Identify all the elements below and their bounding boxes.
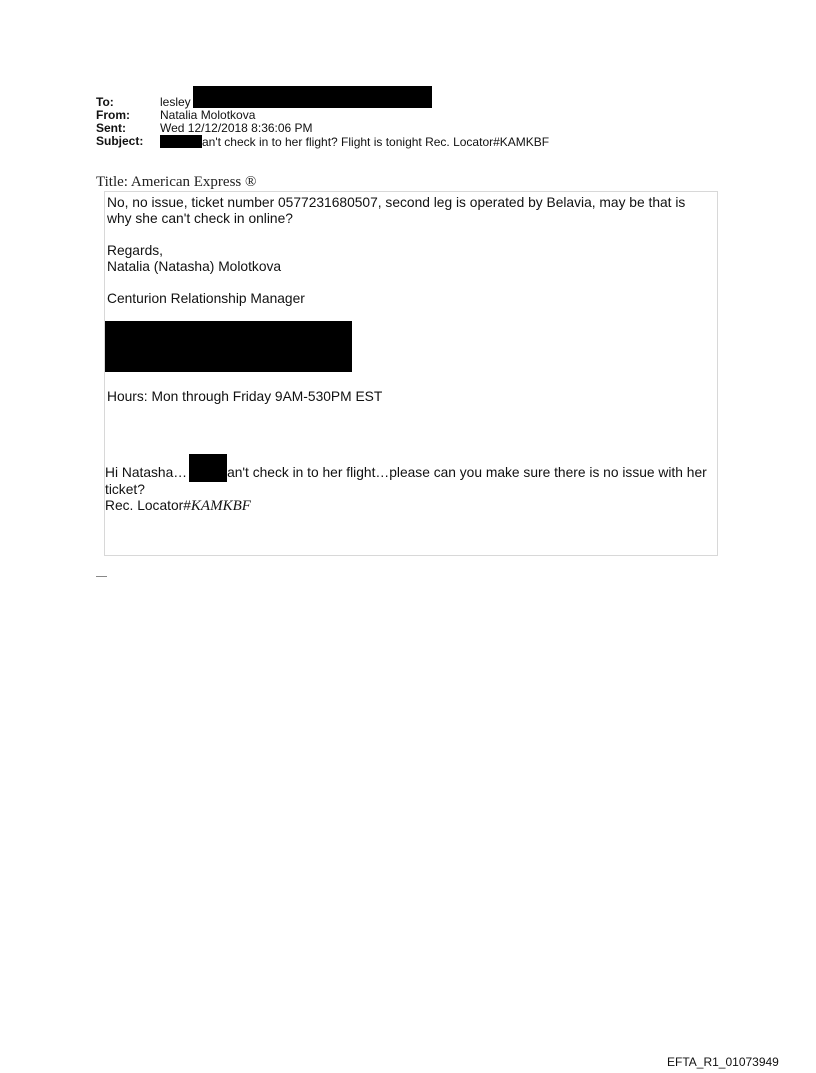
sent-row [96, 122, 549, 135]
reply-body: an't check in to her flight…please can you make sure there is no issue with her ticket? [105, 465, 707, 497]
sender-role: Centurion Relationship Manager [107, 291, 305, 306]
redaction-to [193, 86, 432, 108]
subject-row [96, 135, 549, 149]
subject-value [160, 135, 549, 149]
locator-label: Rec. Locator# [105, 498, 191, 513]
page-mark [96, 570, 107, 577]
to-address: lesley [160, 95, 191, 109]
reply-greeting: Hi Natasha… [105, 465, 188, 480]
office-hours: Hours: Mon through Friday 9AM-530PM EST [107, 389, 383, 404]
document-id: EFTA_R1_01073949 [667, 1055, 779, 1069]
redaction-signature [105, 321, 352, 372]
to-label: To: [96, 95, 114, 109]
subject-text: an't check in to her flight? Flight is tonight Rec. Locator#KAMKBF [202, 135, 550, 149]
message-body [107, 195, 707, 307]
from-value: Natalia Molotkova [160, 108, 256, 122]
sent-value: Wed 12/12/2018 8:36:06 PM [160, 121, 313, 135]
locator-value: KAMKBF [190, 498, 251, 514]
reply-locator [105, 498, 709, 514]
sender-name: Natalia (Natasha) Molotkova [107, 259, 282, 274]
redaction-subject [160, 135, 202, 148]
sent-label: Sent: [96, 121, 126, 135]
subject-label: Subject: [96, 134, 144, 148]
document-title: Title: American Express ® [96, 174, 257, 190]
quoted-reply [105, 454, 709, 514]
reply-text [105, 454, 709, 498]
redaction-reply [189, 454, 227, 482]
message-line: No, no issue, ticket number 0577231680507, second leg is operated by Belavia, may be that is why she can't check in online? [107, 195, 686, 226]
regards: Regards, [107, 243, 163, 258]
from-label: From: [96, 108, 130, 122]
email-header [96, 96, 549, 149]
